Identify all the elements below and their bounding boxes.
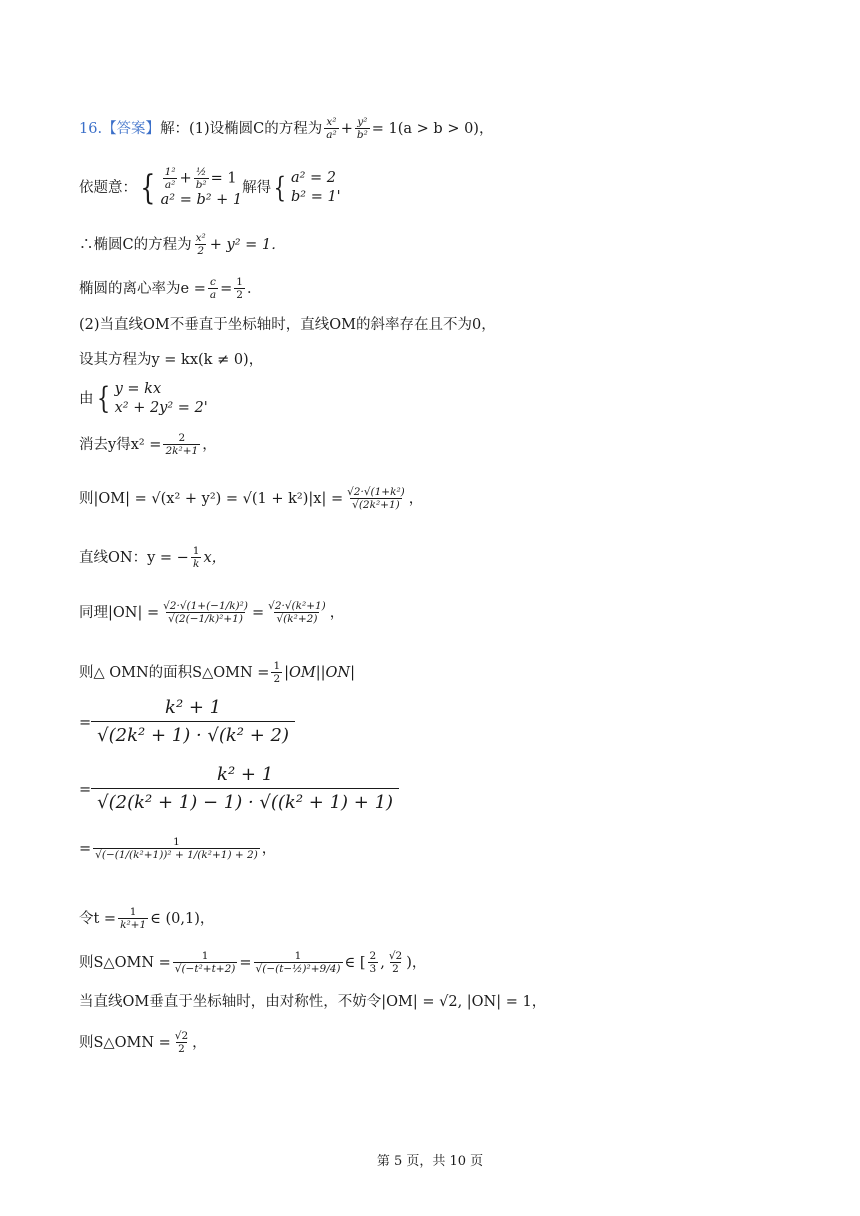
fraction-1-2: $\frac{1}{2}$ bbox=[236, 276, 243, 301]
line-14: = $\frac{\text{k² + 1}}{\text{√(2(k² + 1) − 1) · √((k² + 1) + 1)}}$ bbox=[79, 762, 399, 817]
part-2-intro: (2)当直线OM不垂直于坐标轴时，直线OM的斜率存在且不为0， bbox=[79, 317, 496, 333]
line-3 bbox=[79, 232, 286, 257]
fraction-y2-b2: $\frac{\text{y²}}{\text{b²}}$ bbox=[356, 116, 368, 141]
line-2 bbox=[79, 166, 341, 210]
fraction-2-3: $\frac{2}{3}$ bbox=[369, 950, 377, 975]
line-13: = $\frac{\text{k² + 1}}{\text{√(2k² + 1) · √(k² + 2)}}$ bbox=[79, 695, 295, 750]
solution-system: { a² = 2 b² = 1' bbox=[273, 170, 341, 205]
on-length: 同理|ON| = bbox=[79, 604, 160, 621]
fraction-1-k: $\frac{1}{k}$ bbox=[192, 545, 200, 570]
fraction-on-2: $\frac{\text{√2·√(k²+1)}}{\text{√(k²+2)}}$ bbox=[268, 600, 326, 625]
line-17: 则S△OMN = $\frac{1}{\text{√(−t²+t+2)}}$ = $\frac{1}{\text{√(−(t−½)²+9/4)}}$ ∈ [ $\frac{2}{3}$ , $\frac{√2}{2}$ )， bbox=[79, 950, 427, 975]
line-5 bbox=[79, 315, 496, 335]
om-length: 则|OM| = √(x² + y²) = √(1 + k²)|x| = bbox=[79, 490, 344, 507]
line-16 bbox=[79, 906, 214, 931]
line-8: 消去y得x² = $\frac{2}{\text{2k²+1}}$ ， bbox=[79, 432, 217, 457]
fraction-sqrt2-2: $\frac{√2}{2}$ bbox=[388, 950, 403, 975]
area-fraction-3: $\frac{1}{\text{√(−(1/(k²+1))² + 1/(k²+1) + 2)}}$ bbox=[95, 836, 258, 861]
t-range: ∈ (0,1)， bbox=[150, 910, 215, 927]
line-11: 同理|ON| = $\frac{\text{√2·√(1+(−1/k)²)}}{\text{√(2(−1/k)²+1)}}$ = $\frac{\text{√2·√(k²+1)}}{\text{√(k²+2)}}$ ， bbox=[79, 600, 345, 625]
solution-intro: 解：(1)设椭圆C的方程为 bbox=[160, 120, 323, 137]
fraction-om: $\frac{\text{√2·√(1+k²)}}{\text{√(2k²+1)}}$ bbox=[347, 486, 405, 511]
problem-number: 16. bbox=[79, 120, 103, 137]
fraction-c-a: $\frac{c}{a}$ bbox=[209, 276, 217, 301]
line-18 bbox=[79, 992, 546, 1012]
area-vertical-label: 则S△OMN = bbox=[79, 1034, 171, 1051]
line-6 bbox=[79, 350, 263, 370]
fraction-on-1: $\frac{\text{√2·√(1+(−1/k)²)}}{\text{√(2(−1/k)²+1)}}$ bbox=[163, 600, 248, 625]
area-fraction-1: $\frac{\text{k² + 1}}{\text{√(2k² + 1) · √(k² + 2)}}$ bbox=[91, 695, 295, 750]
eccentricity-tail: ． bbox=[246, 280, 262, 297]
fraction-area-t2: $\frac{1}{\text{√(−(t−½)²+9/4)}}$ bbox=[255, 950, 341, 975]
ellipse-equation-tail: + y² = 1． bbox=[209, 236, 286, 253]
line-on: 直线ON：y = − bbox=[79, 549, 189, 566]
fraction-area-result: $\frac{√2}{2}$ bbox=[174, 1030, 189, 1055]
fraction-t: $\frac{1}{\text{k²+1}}$ bbox=[120, 906, 147, 931]
page-footer: 第 5 页，共 10 页 bbox=[376, 1154, 484, 1169]
line-15: = $\frac{1}{\text{√(−(1/(k²+1))² + 1/(k²+1) + 2)}}$ ， bbox=[79, 836, 277, 861]
let-t: 令t = bbox=[79, 910, 117, 927]
line-19: 则S△OMN = $\frac{√2}{2}$ ， bbox=[79, 1030, 207, 1055]
line-12 bbox=[79, 660, 355, 685]
line-equation: 设其方程为y = kx(k ≠ 0)， bbox=[79, 352, 264, 368]
fraction-2-over: $\frac{2}{\text{2k²+1}}$ bbox=[165, 432, 199, 457]
line-10: 直线ON：y = − $\frac{1}{k}$ x， bbox=[79, 545, 227, 570]
eliminate-y: 消去y得x² = bbox=[79, 436, 162, 453]
area-label: 则△ OMN的面积S△OMN = bbox=[79, 664, 270, 681]
condition-system: { $\frac{\text{1²}}{\text{a²}}$ + $\frac{\text{½}}{\text{b²}}$ = 1 a² = b² + 1 bbox=[140, 166, 243, 208]
intersection-system: { y = kx x² + 2y² = 2' bbox=[96, 381, 208, 416]
eccentricity-label: 椭圆的离心率为e = bbox=[79, 280, 206, 297]
fraction-x2-2: $\frac{\text{x²}}{2}$ bbox=[195, 232, 206, 257]
ellipse-equation-label: ∴椭圆C的方程为 bbox=[79, 236, 192, 253]
fraction-x2-a2: $\frac{\text{x²}}{\text{a²}}$ bbox=[326, 116, 337, 141]
area-tail: |OM||ON| bbox=[284, 664, 355, 681]
equation-tail: = 1(a > b > 0)， bbox=[371, 120, 494, 137]
line-4: 椭圆的离心率为e = $\frac{c}{a}$ = $\frac{1}{2}$ ． bbox=[79, 276, 262, 301]
vertical-case: 当直线OM垂直于坐标轴时，由对称性，不妨令|OM| = √2, |ON| = 1， bbox=[79, 994, 547, 1010]
from-word: 由 bbox=[79, 391, 94, 407]
area-t-label: 则S△OMN = bbox=[79, 954, 171, 971]
area-fraction-2: $\frac{\text{k² + 1}}{\text{√(2(k² + 1) − 1) · √((k² + 1) + 1)}}$ bbox=[91, 762, 399, 817]
line-7 bbox=[79, 380, 208, 418]
answer-tag: 【答案】 bbox=[102, 120, 161, 137]
line-1: 16. 【答案】 解：(1)设椭圆C的方程为 $\frac{\text{x²}}{\text{a²}}$ + $\frac{\text{y²}}{\text{b²}}$ = 1(a > b > 0)， bbox=[79, 116, 494, 141]
fraction-half: $\frac{1}{2}$ bbox=[273, 660, 281, 685]
condition-label: 依题意： bbox=[79, 180, 137, 196]
fraction-area-t1: $\frac{1}{\text{√(−t²+t+2)}}$ bbox=[174, 950, 236, 975]
solve-word: 解得 bbox=[242, 180, 272, 196]
line-9: 则|OM| = √(x² + y²) = √(1 + k²)|x| = $\frac{\text{√2·√(1+k²)}}{\text{√(2k²+1)}}$ ， bbox=[79, 486, 424, 511]
